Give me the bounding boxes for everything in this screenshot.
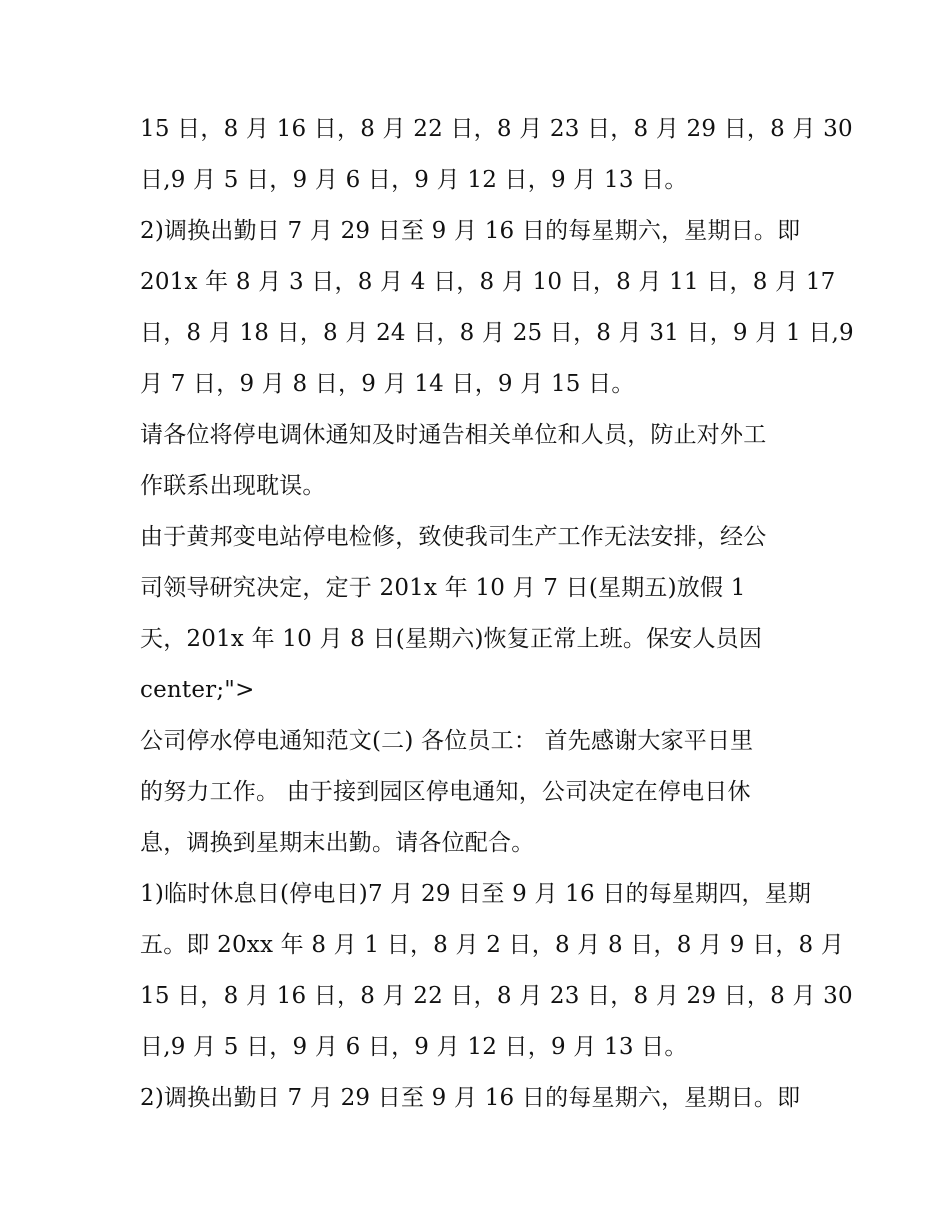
text-line: 月 7 日，9 月 8 日，9 月 14 日，9 月 15 日。: [140, 371, 635, 397]
text-line: 作联系出现耽误。: [140, 473, 326, 499]
text-line: 天，201x 年 10 月 8 日(星期六)恢复正常上班。保安人员因: [140, 626, 763, 652]
text-line: 日,9 月 5 日，9 月 6 日，9 月 12 日，9 月 13 日。: [140, 1034, 688, 1060]
text-line: 2)调换出勤日 7 月 29 日至 9 月 16 日的每星期六，星期日。即: [140, 218, 801, 244]
text-line: 请各位将停电调休通知及时通告相关单位和人员，防止对外工: [140, 422, 767, 448]
text-line: 日，8 月 18 日，8 月 24 日，8 月 25 日，8 月 31 日，9 月 1 日,9: [140, 320, 854, 346]
text-line: 2)调换出勤日 7 月 29 日至 9 月 16 日的每星期六，星期日。即: [140, 1085, 801, 1111]
document-body: [140, 104, 854, 1124]
text-line: 1)临时休息日(停电日)7 月 29 日至 9 月 16 日的每星期四，星期: [140, 881, 812, 907]
text-line: 201x 年 8 月 3 日，8 月 4 日，8 月 10 日，8 月 11 日，8 月 17: [140, 269, 836, 295]
text-line: 五。即 20xx 年 8 月 1 日，8 月 2 日，8 月 8 日，8 月 9 日，8 月: [140, 932, 845, 958]
text-line: 息，调换到星期末出勤。请各位配合。: [140, 830, 535, 856]
text-line: 15 日，8 月 16 日，8 月 22 日，8 月 23 日，8 月 29 日，8 月 30: [140, 116, 853, 142]
text-line: 由于黄邦变电站停电检修，致使我司生产工作无法安排，经公: [140, 524, 767, 550]
text-line: 15 日，8 月 16 日，8 月 22 日，8 月 23 日，8 月 29 日，8 月 30: [140, 983, 853, 1009]
text-line: 的努力工作。 由于接到园区停电通知，公司决定在停电日休: [140, 779, 751, 805]
text-line: center;">: [140, 677, 255, 703]
text-line: 日,9 月 5 日，9 月 6 日，9 月 12 日，9 月 13 日。: [140, 167, 688, 193]
text-line: 司领导研究决定，定于 201x 年 10 月 7 日(星期五)放假 1: [140, 575, 746, 601]
text-line: 公司停水停电通知范文(二) 各位员工： 首先感谢大家平日里: [140, 728, 754, 754]
